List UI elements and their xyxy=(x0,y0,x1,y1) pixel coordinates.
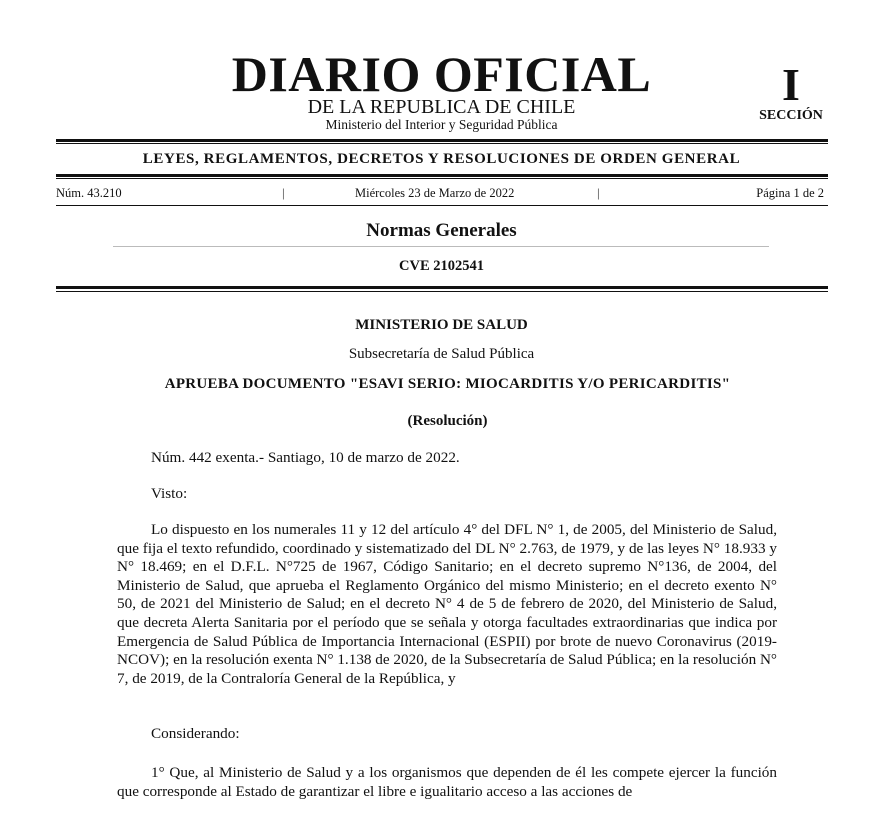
section-number: I xyxy=(782,59,800,110)
resolution-number-line: Núm. 442 exenta.- Santiago, 10 de marzo de 2022. xyxy=(151,449,460,466)
header-end-rule-thick xyxy=(56,286,828,289)
issue-number: Núm. 43.210 xyxy=(56,186,122,200)
document-title: APRUEBA DOCUMENTO "ESAVI SERIO: MIOCARDITIS Y/O PERICARDITIS" xyxy=(164,376,731,392)
document-type: (Resolución) xyxy=(407,413,488,429)
banner-rule-thick xyxy=(56,174,828,177)
masthead-ministry: Ministerio del Interior y Seguridad Pública xyxy=(325,117,558,132)
cve-code: CVE 2102541 xyxy=(399,258,484,274)
top-rule-thick xyxy=(56,139,828,142)
visto-heading: Visto: xyxy=(151,485,188,502)
section-heading: Normas Generales xyxy=(366,220,517,241)
info-separator-right: | xyxy=(597,185,600,200)
considerando-paragraph-1: 1° Que, al Ministerio de Salud y a los organismos que dependen de él les compete ejercer la función que corresponde al Estado de garantizar el libre e igualitario acceso a las acciones de xyxy=(117,764,777,800)
considerando-heading: Considerando: xyxy=(151,725,240,742)
issue-date: Miércoles 23 de Marzo de 2022 xyxy=(355,186,515,200)
info-separator-left: | xyxy=(282,185,285,200)
banner-heading: LEYES, REGLAMENTOS, DECRETOS Y RESOLUCIONES DE ORDEN GENERAL xyxy=(142,151,741,167)
masthead-subtitle: DE LA REPUBLICA DE CHILE xyxy=(307,96,576,118)
section-label: SECCIÓN xyxy=(759,108,823,123)
header-end-rule-thin xyxy=(56,291,828,292)
info-bottom-rule xyxy=(56,205,828,206)
section-heading-rule xyxy=(113,246,769,247)
document-ministry: MINISTERIO DE SALUD xyxy=(355,317,528,333)
top-rule-thin xyxy=(56,143,828,144)
masthead-title: DIARIO OFICIAL xyxy=(231,46,652,102)
page-indicator: Página 1 de 2 xyxy=(756,186,824,200)
visto-paragraph: Lo dispuesto en los numerales 11 y 12 del artículo 4° del DFL N° 1, de 2005, del Ministerio de Salud, que fija el texto refundido, coordinado y sistematizado del DL N° 2.763, de 1979, y de las leyes N° 18.933 y N° 18.469; en el D.F.L. N°725 de 1967, Código Sanitario; en el decreto supremo N°136, de 2004, del Ministerio de Salud, que aprueba el Reglamento Orgánico del mismo Ministerio; en el decreto exento N° 50, de 2021 del Ministerio de Salud; en el decreto N° 4 de 5 de febrero de 2020, del Ministerio de Salud, que decreta Alerta Sanitaria por el período que se señala y otorga facultades extraordinarias que indica por Emergencia de Salud Pública de Importancia Internacional (ESPII) por brote de nuevo Coronavirus (2019-NCOV); en la resolución exenta N° 1.138 de 2020, de la Subsecretaría de Salud Pública; en la resolución N° 7, de 2019, de la Contraloría General de la República, y xyxy=(117,521,777,687)
document-undersecretariat: Subsecretaría de Salud Pública xyxy=(348,346,535,362)
banner-rule-thin xyxy=(56,178,828,179)
